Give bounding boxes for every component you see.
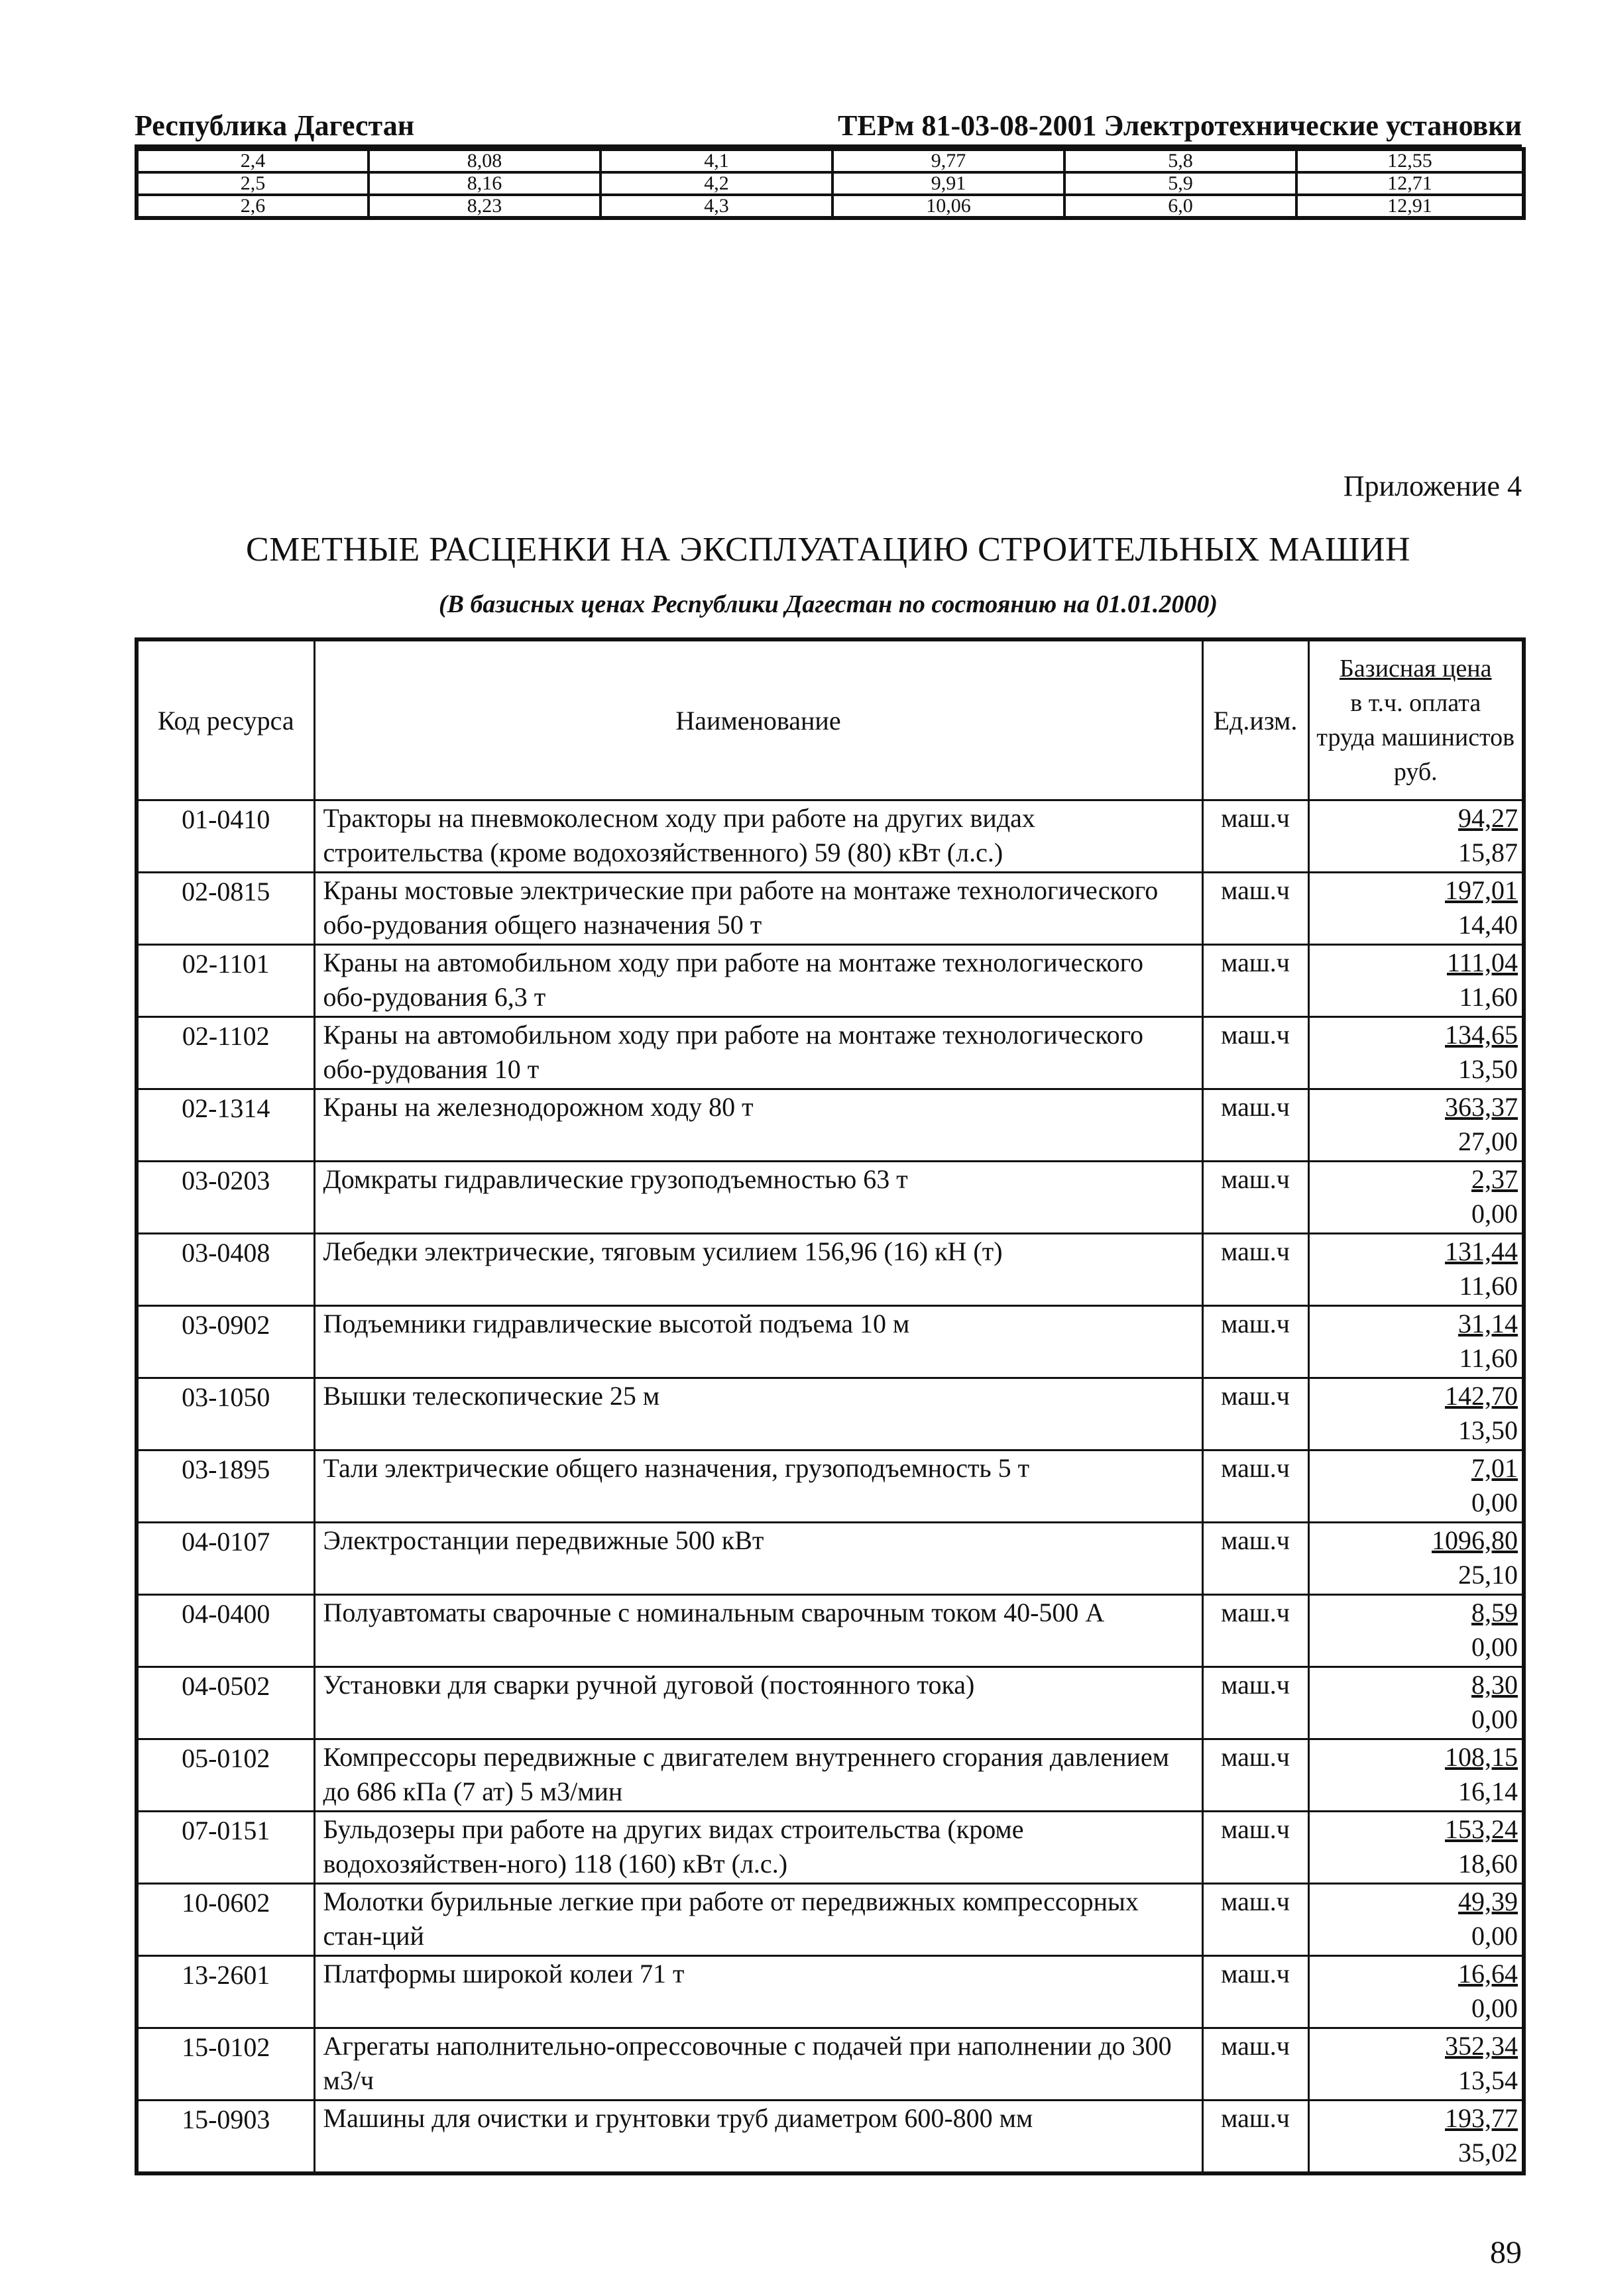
resource-name: Подъемники гидравлические высотой подъема 10 м [314, 1306, 1202, 1378]
operator-labor-cost: 11,60 [1459, 1343, 1518, 1373]
operator-labor-cost: 11,60 [1459, 982, 1518, 1012]
unit-of-measure: маш.ч [1202, 1956, 1308, 2028]
page-header [135, 106, 1522, 147]
base-price: 8,30 [1471, 1670, 1518, 1700]
operator-labor-cost: 0,00 [1471, 1993, 1518, 2023]
resource-name: Компрессоры передвижные с двигателем внутреннего сгорания давлением до 686 кПа (7 ат) 5 м3/мин [314, 1739, 1202, 1812]
base-price: 142,70 [1445, 1381, 1518, 1411]
resource-name: Машины для очистки и грунтовки труб диаметром 600-800 мм [314, 2101, 1202, 2174]
price-header-line: Базисная цена [1340, 655, 1492, 683]
price-cell [1308, 945, 1524, 1017]
unit-of-measure: маш.ч [1202, 1017, 1308, 1089]
resource-code: 03-0408 [137, 1234, 314, 1306]
price-header-line: труда машинистов [1316, 724, 1515, 751]
table-row [137, 873, 1524, 945]
base-price: 8,59 [1471, 1598, 1518, 1627]
unit-of-measure: маш.ч [1202, 1523, 1308, 1595]
resource-code: 03-0203 [137, 1162, 314, 1234]
price-cell [1308, 1956, 1524, 2028]
table-cell: 4,1 [600, 149, 832, 172]
table-cell: 2,4 [137, 149, 369, 172]
resource-name: Краны мостовые электрические при работе на монтаже технологического обо-рудования общего назначения 50 т [314, 873, 1202, 945]
resource-code: 05-0102 [137, 1739, 314, 1812]
table-cell: 12,91 [1296, 195, 1524, 218]
unit-of-measure: маш.ч [1202, 2028, 1308, 2101]
resource-code: 04-0502 [137, 1667, 314, 1739]
operator-labor-cost: 14,40 [1458, 910, 1518, 940]
price-cell [1308, 1450, 1524, 1523]
price-cell [1308, 1378, 1524, 1450]
price-cell [1308, 1306, 1524, 1378]
operator-labor-cost: 27,00 [1458, 1126, 1518, 1156]
operator-labor-cost: 16,14 [1458, 1777, 1518, 1806]
price-cell [1308, 1523, 1524, 1595]
table-row [137, 1884, 1524, 1956]
unit-of-measure: маш.ч [1202, 2101, 1308, 2174]
page-number: 89 [1490, 2235, 1522, 2270]
table-row [137, 1523, 1524, 1595]
resource-code: 10-0602 [137, 1884, 314, 1956]
price-cell [1308, 2028, 1524, 2101]
base-price: 363,37 [1445, 1092, 1518, 1122]
operator-labor-cost: 0,00 [1471, 1199, 1518, 1229]
table-row [137, 1450, 1524, 1523]
base-price: 134,65 [1445, 1020, 1518, 1050]
unit-of-measure: маш.ч [1202, 1667, 1308, 1739]
base-price: 1096,80 [1432, 1525, 1518, 1555]
unit-of-measure: маш.ч [1202, 873, 1308, 945]
operator-labor-cost: 13,54 [1458, 2065, 1518, 2095]
resource-name: Тракторы на пневмоколесном ходу при работе на других видах строительства (кроме водохозяйственного) 59 (80) кВт (л.с.) [314, 800, 1202, 873]
table-cell: 8,23 [369, 195, 600, 218]
operator-labor-cost: 13,50 [1458, 1415, 1518, 1445]
table-row [137, 2028, 1524, 2101]
base-price: 197,01 [1445, 875, 1518, 905]
base-price: 94,27 [1458, 803, 1518, 833]
operator-labor-cost: 15,87 [1458, 838, 1518, 867]
resource-name: Домкраты гидравлические грузоподъемностью 63 т [314, 1162, 1202, 1234]
unit-of-measure: маш.ч [1202, 1378, 1308, 1450]
unit-of-measure: маш.ч [1202, 1162, 1308, 1234]
unit-of-measure: маш.ч [1202, 945, 1308, 1017]
resource-code: 02-1314 [137, 1089, 314, 1162]
base-price: 49,39 [1458, 1886, 1518, 1916]
resource-name: Тали электрические общего назначения, грузоподъемность 5 т [314, 1450, 1202, 1523]
operator-labor-cost: 0,00 [1471, 1488, 1518, 1517]
table-cell: 12,71 [1296, 172, 1524, 195]
continued-table [135, 147, 1526, 220]
resource-name: Электростанции передвижные 500 кВт [314, 1523, 1202, 1595]
table-cell: 6,0 [1064, 195, 1296, 218]
resource-code: 04-0400 [137, 1595, 314, 1667]
rates-table [135, 637, 1526, 2175]
operator-labor-cost: 11,60 [1459, 1271, 1518, 1301]
unit-of-measure: маш.ч [1202, 1306, 1308, 1378]
table-row [137, 195, 1524, 218]
table-row [137, 1812, 1524, 1884]
table-cell: 2,6 [137, 195, 369, 218]
price-cell [1308, 1739, 1524, 1812]
unit-of-measure: маш.ч [1202, 1595, 1308, 1667]
table-row [137, 1089, 1524, 1162]
resource-name: Молотки бурильные легкие при работе от передвижных компрессорных стан-ций [314, 1884, 1202, 1956]
resource-code: 15-0903 [137, 2101, 314, 2174]
table-header-row [137, 639, 1524, 800]
table-row [137, 1739, 1524, 1812]
table-row [137, 172, 1524, 195]
price-cell [1308, 1884, 1524, 1956]
table-cell: 8,08 [369, 149, 600, 172]
operator-labor-cost: 13,50 [1458, 1054, 1518, 1084]
price-cell [1308, 1017, 1524, 1089]
table-cell: 9,77 [832, 149, 1064, 172]
resource-name: Бульдозеры при работе на других видах строительства (кроме водохозяйствен-ного) 118 (160) кВт (л.с.) [314, 1812, 1202, 1884]
resource-code: 01-0410 [137, 800, 314, 873]
price-cell [1308, 800, 1524, 873]
table-cell: 10,06 [832, 195, 1064, 218]
resource-name: Краны на автомобильном ходу при работе на монтаже технологического обо-рудования 10 т [314, 1017, 1202, 1089]
resource-name: Агрегаты наполнительно-опрессовочные с подачей при наполнении до 300 м3/ч [314, 2028, 1202, 2101]
resource-name: Вышки телескопические 25 м [314, 1378, 1202, 1450]
resource-name: Краны на автомобильном ходу при работе на монтаже технологического обо-рудования 6,3 т [314, 945, 1202, 1017]
table-row [137, 2101, 1524, 2174]
appendix-label: Приложение 4 [1343, 470, 1522, 502]
column-header-price [1308, 639, 1524, 800]
resource-name: Лебедки электрические, тяговым усилием 156,96 (16) кН (т) [314, 1234, 1202, 1306]
column-header-unit: Ед.изм. [1202, 639, 1308, 800]
price-cell [1308, 1595, 1524, 1667]
resource-code: 03-0902 [137, 1306, 314, 1378]
base-price: 111,04 [1446, 948, 1518, 977]
table-cell: 5,9 [1064, 172, 1296, 195]
operator-labor-cost: 0,00 [1471, 1921, 1518, 1951]
price-cell [1308, 1234, 1524, 1306]
base-price: 16,64 [1458, 1959, 1518, 1989]
unit-of-measure: маш.ч [1202, 1450, 1308, 1523]
table-cell: 4,3 [600, 195, 832, 218]
price-cell [1308, 1812, 1524, 1884]
resource-code: 03-1895 [137, 1450, 314, 1523]
base-price: 2,37 [1471, 1164, 1518, 1194]
operator-labor-cost: 35,02 [1458, 2138, 1518, 2167]
table-row [137, 1017, 1524, 1089]
base-price: 108,15 [1445, 1742, 1518, 1772]
table-cell: 2,5 [137, 172, 369, 195]
resource-code: 04-0107 [137, 1523, 314, 1595]
header-region: Республика Дагестан [135, 109, 415, 142]
unit-of-measure: маш.ч [1202, 1089, 1308, 1162]
base-price: 153,24 [1445, 1814, 1518, 1844]
resource-name: Платформы широкой колеи 71 т [314, 1956, 1202, 2028]
column-header-code: Код ресурса [137, 639, 314, 800]
base-price: 131,44 [1445, 1236, 1518, 1266]
page-subtitle: (В базисных ценах Республики Дагестан по состоянию на 01.01.2000) [438, 590, 1218, 618]
unit-of-measure: маш.ч [1202, 1884, 1308, 1956]
resource-name: Краны на железнодорожном ходу 80 т [314, 1089, 1202, 1162]
table-row [137, 1162, 1524, 1234]
table-row [137, 800, 1524, 873]
resource-code: 02-1102 [137, 1017, 314, 1089]
resource-code: 07-0151 [137, 1812, 314, 1884]
operator-labor-cost: 18,60 [1458, 1849, 1518, 1879]
price-cell [1308, 2101, 1524, 2174]
price-cell [1308, 1667, 1524, 1739]
unit-of-measure: маш.ч [1202, 1739, 1308, 1812]
price-header-line: руб. [1393, 758, 1438, 786]
table-row [137, 1667, 1524, 1739]
table-cell: 4,2 [600, 172, 832, 195]
table-cell: 12,55 [1296, 149, 1524, 172]
header-document-code: ТЕРм 81-03-08-2001 Электротехнические установки [837, 109, 1522, 142]
table-row [137, 1234, 1524, 1306]
base-price: 31,14 [1458, 1309, 1518, 1339]
resource-code: 02-1101 [137, 945, 314, 1017]
price-cell [1308, 873, 1524, 945]
price-cell [1308, 1089, 1524, 1162]
table-cell: 9,91 [832, 172, 1064, 195]
resource-code: 15-0102 [137, 2028, 314, 2101]
operator-labor-cost: 0,00 [1471, 1632, 1518, 1662]
unit-of-measure: маш.ч [1202, 800, 1308, 873]
unit-of-measure: маш.ч [1202, 1234, 1308, 1306]
table-row [137, 1378, 1524, 1450]
operator-labor-cost: 0,00 [1471, 1704, 1518, 1734]
table-row [137, 1956, 1524, 2028]
base-price: 193,77 [1445, 2103, 1518, 2133]
resource-code: 03-1050 [137, 1378, 314, 1450]
table-row [137, 945, 1524, 1017]
resource-code: 13-2601 [137, 1956, 314, 2028]
resource-name: Установки для сварки ручной дуговой (постоянного тока) [314, 1667, 1202, 1739]
table-row [137, 1306, 1524, 1378]
base-price: 7,01 [1471, 1453, 1518, 1483]
unit-of-measure: маш.ч [1202, 1812, 1308, 1884]
price-cell [1308, 1162, 1524, 1234]
operator-labor-cost: 25,10 [1458, 1560, 1518, 1590]
table-row [137, 1595, 1524, 1667]
page-title: СМЕТНЫЕ РАСЦЕНКИ НА ЭКСПЛУАТАЦИЮ СТРОИТЕЛЬНЫХ МАШИН [246, 531, 1410, 569]
resource-name: Полуавтоматы сварочные с номинальным сварочным током 40-500 А [314, 1595, 1202, 1667]
price-header-line: в т.ч. оплата [1350, 689, 1481, 717]
column-header-name: Наименование [314, 639, 1202, 800]
table-cell: 5,8 [1064, 149, 1296, 172]
table-cell: 8,16 [369, 172, 600, 195]
base-price: 352,34 [1445, 2031, 1518, 2061]
resource-code: 02-0815 [137, 873, 314, 945]
table-row [137, 149, 1524, 172]
